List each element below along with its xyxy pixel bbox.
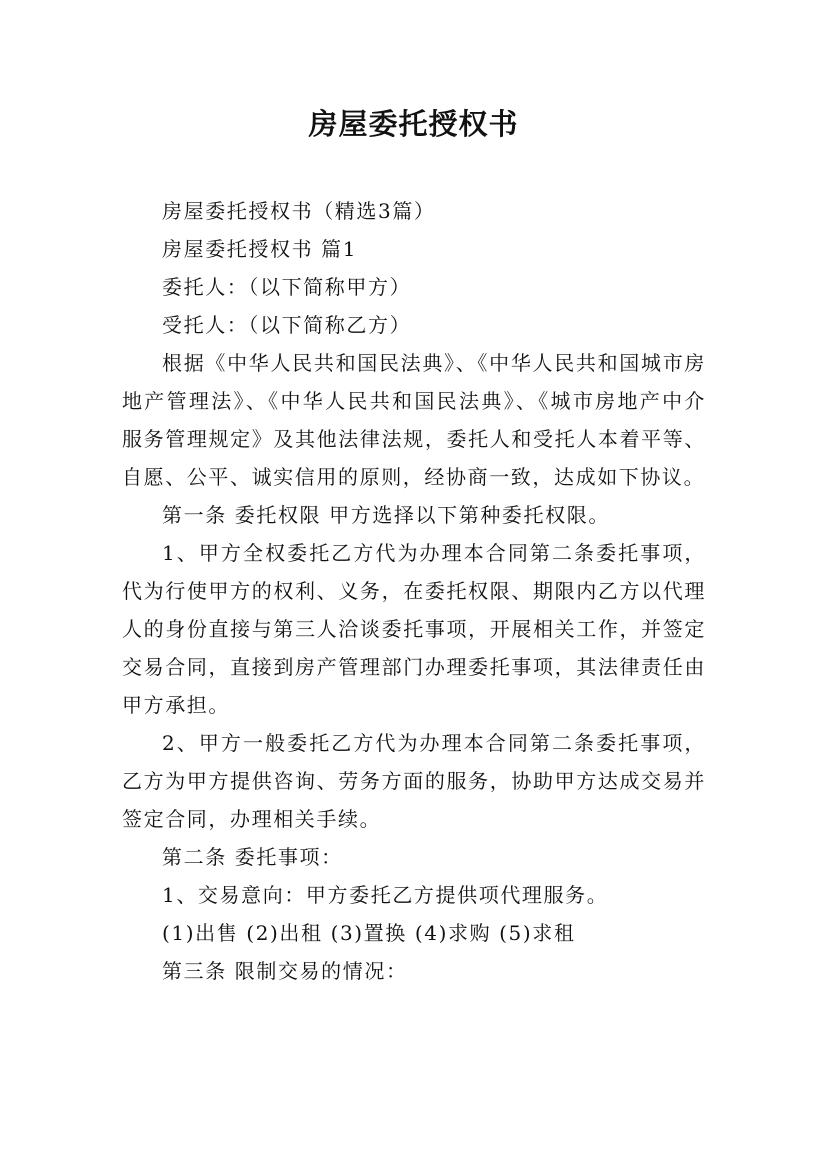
paragraph: (1)出售 (2)出租 (3)置换 (4)求购 (5)求租 (162, 921, 576, 945)
paragraph: 1、甲方全权委托乙方代为办理本合同第二条委托事项，代为行使甲方的权利、义务，在委托权限、期限内乙方以代理人的身份直接与第三人洽谈委托事项，开展相关工作，并签定交易合同，直接到房产管理部门办理委托事项，其法律责任由甲方承担。 (122, 541, 706, 717)
paragraph: 第一条 委托权限 甲方选择以下第种委托权限。 (162, 503, 610, 527)
paragraph: 第三条 限制交易的情况： (162, 959, 408, 983)
paragraph: 第二条 委托事项： (162, 845, 343, 869)
paragraph: 委托人：（以下简称甲方） (162, 275, 412, 299)
paragraph: 受托人：（以下简称乙方） (162, 313, 412, 337)
paragraph: 房屋委托授权书 篇1 (162, 237, 358, 261)
paragraph: 1、交易意向：甲方委托乙方提供项代理服务。 (162, 883, 609, 907)
paragraph: 根据《中华人民共和国民法典》、《中华人民共和国城市房地产管理法》、《中华人民共和国民法典》、《城市房地产中介服务管理规定》及其他法律法规，委托人和受托人本着平等、自愿、公平、诚实信用的原则，经协商一致，达成如下协议。 (122, 351, 706, 489)
paragraph: 2、甲方一般委托乙方代为办理本合同第二条委托事项，乙方为甲方提供咨询、劳务方面的服务，协助甲方达成交易并签定合同，办理相关手续。 (122, 731, 706, 831)
document-title: 房屋委托授权书 (308, 107, 519, 141)
document-body (122, 192, 706, 990)
paragraph: 房屋委托授权书（精选3篇） (162, 199, 436, 223)
